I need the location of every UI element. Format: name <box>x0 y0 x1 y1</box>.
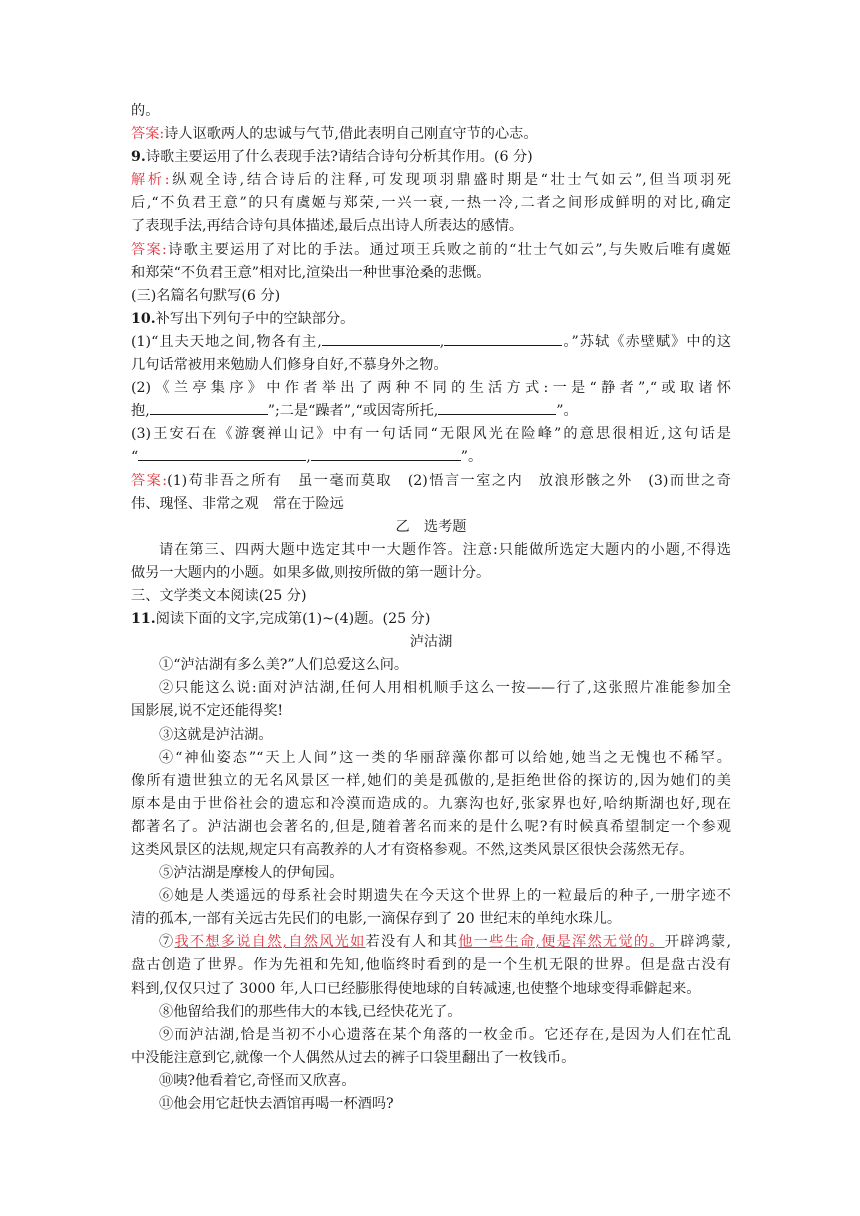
answer-tag: 答案: <box>131 241 167 258</box>
paragraph-line: 像所有遗世独立的无名风景区一样,她们的美是孤傲的,是拒绝世俗的探访的,因为她们的美 <box>131 772 731 789</box>
text-segment: 若没有人和其 <box>365 934 459 951</box>
answer-blank[interactable] <box>444 331 562 346</box>
text-line: (3)王安石在《游褒禅山记》中有一句话同“无限风光在险峰”的意思很相近,这句话是 <box>131 426 731 443</box>
text-segment: 。”苏轼《赤壁赋》中的这 <box>562 333 732 350</box>
article-title: 泸沽湖 <box>409 634 453 651</box>
answer-blank[interactable] <box>138 446 306 461</box>
answer-line <box>131 470 731 493</box>
question-10 <box>131 308 731 331</box>
answer-blank[interactable] <box>150 400 268 415</box>
paragraph-line: ⑨而泸沽湖,恰是当初不小心遗落在某个角落的一枚金币。它还存在,是因为人们在忙乱 <box>159 1026 731 1043</box>
paragraph-line: ③这就是泸沽湖。 <box>159 726 273 743</box>
question-text: 阅读下面的文字,完成第(1)~(4)题。(25 分) <box>155 611 431 628</box>
paragraph-line: ⑩咦?他看着它,奇怪而又欣喜。 <box>159 1072 356 1089</box>
text-segment: , <box>306 449 311 466</box>
text-line: 了表现手法,再结合诗句具体描述,最后点出诗人所表达的感情。 <box>131 218 524 235</box>
answer-tag: 答案: <box>131 472 168 489</box>
analysis-tag: 解析: <box>131 172 170 189</box>
question-number: 11. <box>131 611 156 628</box>
text-segment: 抱, <box>131 403 150 420</box>
text-segment: (1)“且夫天地之间,物各有主, <box>131 333 322 350</box>
answer-blank[interactable] <box>438 400 556 415</box>
analysis-text: 纵观全诗,结合诗后的注释,可发现项羽鼎盛时期是“壮士气如云”,但当项羽死 <box>169 172 731 189</box>
text-segment: “ <box>131 449 139 466</box>
text-line: (2)《兰亭集序》中作者举出了两种不同的生活方式:一是“静者”,“或取诸怀 <box>131 380 731 397</box>
paragraph-line: 料到,仅仅只过了 3000 年,人口已经膨胀得使地球的自转减速,也使整个地球变得乖僻起来。 <box>131 980 701 997</box>
paragraph-line: 这类风景区的法规,规定只有高教养的人才有资格参观。不然,这类风景区很快会荡然无存。 <box>131 842 694 858</box>
paragraph-line: ⑧他留给我们的那些伟大的本钱,已经快花光了。 <box>159 1003 462 1020</box>
answer-text: (1)苟非吾之所有 虽一毫而莫取 (2)悟言一室之内 放浪形骸之外 (3)而世之奇 <box>167 472 731 489</box>
question-number: 10. <box>131 310 156 327</box>
paragraph-line: 都著名了。泸沽湖也会著名的,但是,随着著名而来的是什么呢?有时候真希望制定一个参观 <box>131 818 731 835</box>
paragraph-line: ⑪他会用它赶快去酒馆再喝一杯酒吗? <box>159 1096 394 1113</box>
text-line: 后,“不负君王意”的只有虞姬与郑荣,一兴一衰,一热一冷,二者之间形成鲜明的对比,确定 <box>131 195 731 212</box>
part-heading: 乙 选考题 <box>395 518 467 535</box>
answer-blank[interactable] <box>311 446 461 461</box>
paragraph-line: 原本是由于世俗社会的遗忘和冷漠而造成的。九寨沟也好,张家界也好,哈纳斯湖也好,现在 <box>131 795 731 812</box>
text-line: 几句话常被用来勉励人们修身自好,不慕身外之物。 <box>131 357 448 374</box>
paragraph-line: 中没能注意到它,就像一个人偶然从过去的裤子口袋里翻出了一枚钱币。 <box>131 1049 576 1066</box>
fill-line <box>131 400 731 423</box>
text-segment: , <box>439 333 445 350</box>
answer-line <box>131 239 731 262</box>
question-11 <box>131 608 731 631</box>
section-heading: 三、文学类文本阅读(25 分) <box>131 587 307 604</box>
text-segment: 开辟鸿蒙, <box>664 934 731 951</box>
analysis-line <box>131 169 731 192</box>
paragraph-line <box>131 931 731 954</box>
instruction-line: 做另一大题内的小题。如果多做,则按所做的第一题计分。 <box>131 564 491 581</box>
paragraph-line: ②只能这么说:面对泸沽湖,任何人用相机顺手这么一按——行了,这张照片准能参加全 <box>159 680 731 697</box>
paragraph-line: 盘古创造了世界。作为先祖和先知,他临终时看到的是一个生机无限的世界。但是盘古没有 <box>131 957 731 974</box>
paragraph-line: ⑥她是人类遥远的母系社会时期遗失在今天这个世界上的一粒最后的种子,一册字迹不 <box>159 888 731 905</box>
question-number: 9. <box>131 149 146 166</box>
text-line: 和郑荣“不负君王意”相对比,渲染出一种世事沧桑的悲慨。 <box>131 264 491 281</box>
text-segment: ”。 <box>460 449 483 466</box>
underlined-phrase: 我不想多说自然,自然风光如 <box>174 934 366 951</box>
section-heading: (三)名篇名句默写(6 分) <box>131 287 281 304</box>
paragraph-line: ①“泸沽湖有多么美?”人们总爱这么问。 <box>159 657 409 674</box>
answer-blank[interactable] <box>322 331 440 346</box>
paragraph-line: ⑤泸沽湖是摩梭人的伊甸园。 <box>159 865 344 882</box>
answer-text: 诗人讴歌两人的忠诚与气节,借此表明自己刚直守节的心志。 <box>164 126 538 143</box>
answer-text: 诗歌主要运用了对比的手法。通过项王兵败之前的“壮士气如云”,与失败后唯有虞姬 <box>166 241 731 258</box>
answer-line <box>131 123 731 146</box>
document-page <box>131 100 731 1116</box>
instruction-line: 请在第三、四两大题中选定其中一大题作答。注意:只能做所选定大题内的小题,不得选 <box>159 541 731 558</box>
question-text: 诗歌主要运用了什么表现手法?请结合诗句分析其作用。(6 分) <box>145 149 533 166</box>
text-segment: ”;二是“躁者”,“或因寄所托, <box>267 403 439 420</box>
text-segment: ⑦ <box>159 934 175 951</box>
paragraph-line: 清的孤本,一部有关远古先民们的电影,一滴保存到了 20 世纪末的单纯水珠儿。 <box>131 911 622 928</box>
paragraph-line: 国影展,说不定还能得奖! <box>131 703 284 720</box>
fill-line <box>131 446 731 469</box>
answer-tag: 答案: <box>131 126 165 143</box>
text-line: 伟、瑰怪、非常之观 常在于险远 <box>131 495 344 512</box>
fill-line <box>131 331 731 354</box>
question-9 <box>131 146 731 169</box>
text-segment: ”。 <box>556 403 578 420</box>
question-text: 补写出下列句子中的空缺部分。 <box>155 310 355 327</box>
underlined-phrase: 他一些生命,便是浑然无觉的。 <box>458 934 665 951</box>
paragraph-line: ④“神仙姿态”“天上人间”这一类的华丽辞藻你都可以给她,她当之无愧也不稀罕。 <box>159 749 731 766</box>
text-line: 的。 <box>131 103 160 119</box>
